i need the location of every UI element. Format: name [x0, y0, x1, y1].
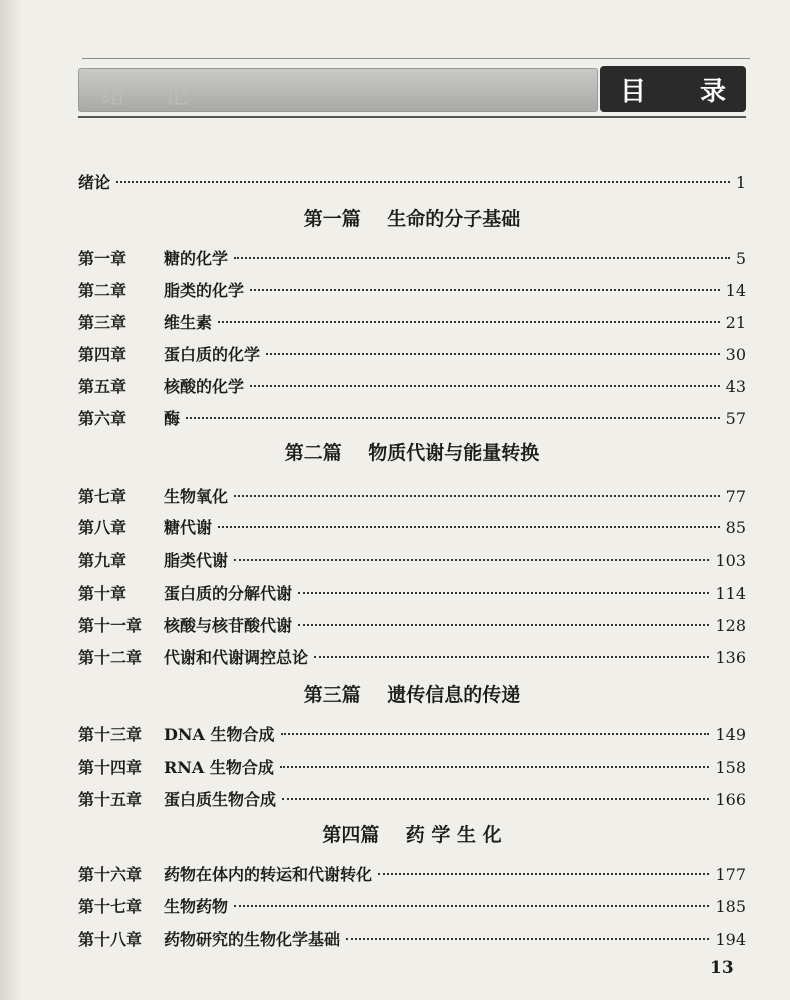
part-heading [78, 438, 746, 465]
chapter-title: 维生素 [164, 313, 213, 332]
chapter-number: 第十七章 [78, 897, 143, 916]
part-title: 第二篇 物质代谢与能量转换 [284, 442, 540, 464]
chapter-page: 5 [735, 249, 746, 268]
leader-dots [218, 526, 720, 528]
toc-entry[interactable] [78, 613, 746, 639]
leader-dots [250, 385, 720, 387]
toc-entry[interactable] [78, 722, 746, 748]
toc-entry[interactable] [78, 894, 746, 920]
chapter-title: 药物研究的生物化学基础 [164, 930, 341, 949]
chapter-page: 14 [725, 281, 746, 300]
chapter-page: 43 [725, 377, 746, 396]
chapter-page: 136 [715, 648, 746, 667]
chapter-number: 第七章 [78, 487, 127, 506]
chapter-number: 第十四章 [78, 758, 143, 777]
toc-title-char-1: 目 [620, 76, 647, 107]
leader-dots [234, 495, 720, 497]
chapter-page: 177 [715, 865, 746, 884]
chapter-page: 77 [725, 487, 746, 506]
chapter-title: 蛋白质的分解代谢 [164, 584, 293, 603]
chapter-title: 蛋白质生物合成 [164, 790, 277, 809]
toc-entry[interactable] [78, 246, 746, 272]
intro-page: 1 [735, 173, 746, 192]
chapter-title: 脂类的化学 [164, 281, 245, 300]
part-title: 第四篇 药 学 生 化 [322, 824, 502, 846]
chapter-number: 第五章 [78, 377, 127, 396]
toc-entry[interactable] [78, 862, 746, 888]
chapter-number: 第九章 [78, 551, 127, 570]
top-rule [82, 58, 750, 59]
chapter-number: 第十章 [78, 584, 127, 603]
header-ghost-text: 绪论 [101, 81, 229, 109]
chapter-page: 30 [725, 345, 746, 364]
part-heading [78, 680, 746, 707]
chapter-page: 185 [715, 897, 746, 916]
part-heading [78, 820, 746, 847]
leader-dots [282, 798, 709, 800]
chapter-page: 103 [715, 551, 746, 570]
chapter-title: 代谢和代谢调控总论 [164, 648, 309, 667]
toc-entry-intro[interactable] [78, 170, 746, 196]
leader-dots [250, 289, 720, 291]
chapter-title: 生物药物 [164, 897, 229, 916]
leader-dots [234, 905, 709, 907]
leader-dots [116, 181, 730, 183]
chapter-title: 糖的化学 [164, 249, 229, 268]
part-heading [78, 204, 746, 231]
toc-entry[interactable] [78, 342, 746, 368]
chapter-title: 糖代谢 [164, 518, 213, 537]
part-title: 第三篇 遗传信息的传递 [303, 684, 521, 706]
chapter-page: 194 [715, 930, 746, 949]
chapter-number: 第十八章 [78, 930, 143, 949]
leader-dots [378, 873, 709, 875]
chapter-number: 第十六章 [78, 865, 143, 884]
intro-title: 绪论 [78, 173, 111, 192]
toc-entry[interactable] [78, 645, 746, 671]
page-number: 13 [710, 958, 734, 978]
chapter-number: 第二章 [78, 281, 127, 300]
chapter-title: 蛋白质的化学 [164, 345, 261, 364]
toc-entry[interactable] [78, 374, 746, 400]
leader-dots [266, 353, 720, 355]
leader-dots [186, 417, 720, 419]
chapter-page: 128 [715, 616, 746, 635]
chapter-title: 核酸与核苷酸代谢 [164, 616, 293, 635]
leader-dots [234, 257, 730, 259]
chapter-number: 第八章 [78, 518, 127, 537]
leader-dots [298, 592, 709, 594]
toc-entry[interactable] [78, 484, 746, 510]
toc-title-char-2: 录 [699, 76, 726, 107]
chapter-number: 第三章 [78, 313, 127, 332]
leader-dots [281, 733, 710, 735]
chapter-number: 第十二章 [78, 648, 143, 667]
chapter-page: 166 [715, 790, 746, 809]
chapter-title: 脂类代谢 [164, 551, 229, 570]
toc-entry[interactable] [78, 787, 746, 813]
chapter-number: 第四章 [78, 345, 127, 364]
chapter-title: 核酸的化学 [164, 377, 245, 396]
toc-entry[interactable] [78, 406, 746, 432]
toc-entry[interactable] [78, 548, 746, 574]
chapter-page: 114 [715, 584, 746, 603]
chapter-title: 生物氧化 [164, 487, 229, 506]
toc-entry[interactable] [78, 755, 746, 781]
leader-dots [218, 321, 720, 323]
chapter-page: 158 [715, 758, 746, 777]
toc-entry[interactable] [78, 927, 746, 953]
leader-dots [346, 938, 709, 940]
page-gutter-shadow [0, 0, 22, 1000]
chapter-title: 酶 [164, 409, 181, 428]
leader-dots [280, 766, 710, 768]
chapter-title: 药物在体内的转运和代谢转化 [164, 865, 373, 884]
chapter-page: 149 [715, 725, 746, 744]
part-title: 第一篇 生命的分子基础 [303, 208, 521, 230]
chapter-title: RNA 生物合成 [164, 758, 274, 777]
chapter-number: 第十五章 [78, 790, 143, 809]
chapter-title: DNA 生物合成 [164, 725, 275, 744]
leader-dots [298, 624, 709, 626]
leader-dots [234, 559, 709, 561]
chapter-page: 85 [725, 518, 746, 537]
leader-dots [314, 656, 709, 658]
chapter-number: 第一章 [78, 249, 127, 268]
toc-entry[interactable] [78, 278, 746, 304]
chapter-page: 21 [725, 313, 746, 332]
chapter-page: 57 [725, 409, 746, 428]
chapter-number: 第十三章 [78, 725, 143, 744]
toc-title-box [600, 66, 746, 112]
toc-entry[interactable] [78, 515, 746, 541]
header-underline [78, 116, 746, 118]
chapter-number: 第六章 [78, 409, 127, 428]
header-bar [78, 68, 598, 112]
toc-entry[interactable] [78, 310, 746, 336]
toc-entry[interactable] [78, 581, 746, 607]
chapter-number: 第十一章 [78, 616, 143, 635]
